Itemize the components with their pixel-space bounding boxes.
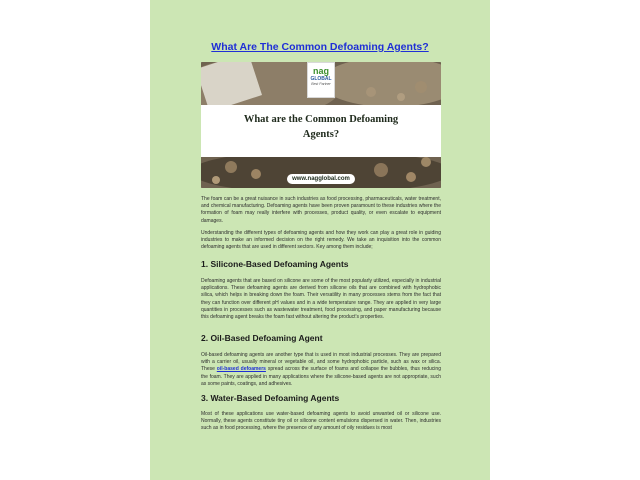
section-2-body-end: spread across the surface of foams and collapse the bubbles, thus reducing the foam. They are applied in many applications where the silicone-based agents are not appropriate, such as some paints, coatings, and adhesives. (201, 366, 441, 387)
hero-heading-line1: What are the Common Defoaming (243, 114, 399, 125)
intro-paragraph-1: The foam can be a great nuisance in such industries as food processing, pharmaceuticals, water treatment, and chemical manufacturing. Defoaming agents have been proven paramount to these industries where the formation of foam may really interfere with processes, product quality, or even escalate to equipment damages. (201, 196, 441, 224)
website-url: www.nagglobal.com (287, 174, 355, 184)
section-2-body (201, 352, 441, 388)
section-2-heading: 2. Oil-Based Defoaming Agent (201, 333, 323, 343)
hero-heading-line2: Agents? (302, 129, 340, 140)
section-3-body: Most of these applications use water-based defoaming agents to avoid unwanted oil or silicone use. Normally, these agents constitute tiny oil or silicone content emulsions dispersed in water. Then, industries such as in food processing, where the presence of any amount of oily residues is most (201, 411, 441, 432)
hero-image (201, 62, 441, 188)
page-title[interactable]: What Are The Common Defoaming Agents? (211, 41, 429, 53)
section-1-body: Defoaming agents that are based on silicone are some of the most popularly utilized, especially in industrial applications. These defoaming agents are derived from silicone oils that are combined with hydrophobic silica, which helps in breaking down the foam. Their versatility in many processes stems from the fact that they can function over different pH values and in a wide temperature range. They are applied in very large quantities in processes such as wastewater treatment, food processing, and paper manufacturing because this defoaming agent breaks the foam fast without altering the product's properties. (201, 278, 441, 321)
section-3-heading: 3. Water-Based Defoaming Agents (201, 393, 340, 403)
hero-heading (201, 112, 441, 142)
brand-logo: nag GLOBAL Best Partner (307, 62, 335, 98)
oil-based-defoamers-link[interactable]: oil-based defoamers (216, 366, 266, 373)
section-1-heading: 1. Silicone-Based Defoaming Agents (201, 259, 349, 269)
section-2-body-start: Oil-based defoaming agents are another type that is used in most industrial processes. They are prepared with a carrier oil, usually mineral or vegetable oil, and some hydrophobic particle, such as wax or silica. These (201, 352, 441, 373)
document-page (150, 0, 490, 480)
intro-paragraph-2: Understanding the different types of defoaming agents and how they work can play a great role in guiding industries to make an informed decision on the right remedy. We take an inquisition into the common defoaming agents that are used in different sectors. Key among them include; (201, 230, 441, 251)
